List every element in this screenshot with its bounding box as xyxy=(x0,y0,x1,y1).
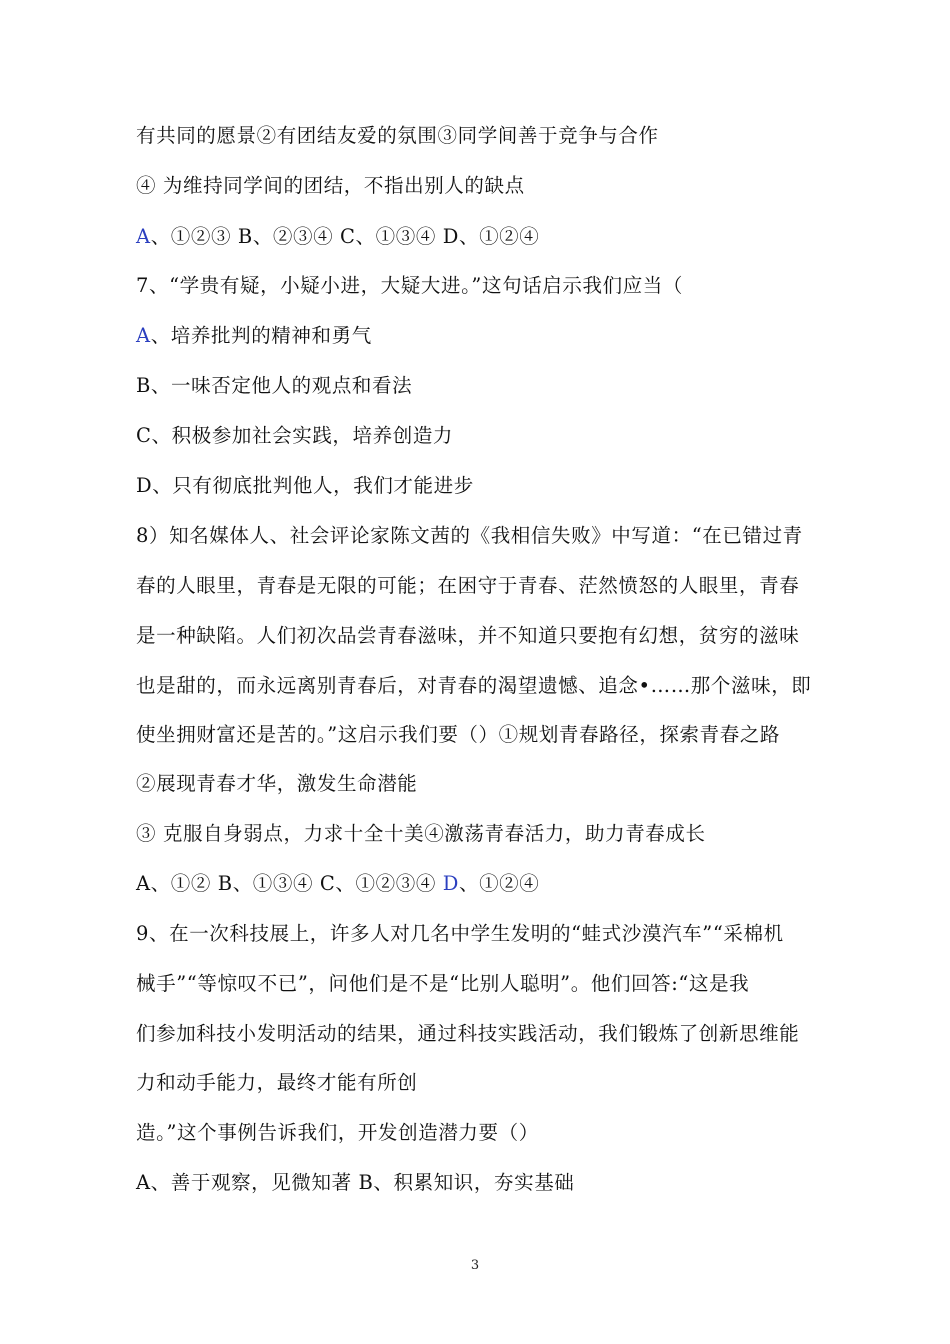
highlighted-answer-letter: D xyxy=(442,872,459,895)
answer-options-q8 xyxy=(136,872,826,896)
answer-options-text: A、①② B、①③④ C、①②③④ xyxy=(136,872,443,895)
text-line: 们参加科技小发明活动的结果，通过科技实践活动，我们锻炼了创新思维能 xyxy=(136,1022,800,1045)
option-text: 、培养批判的精神和勇气 xyxy=(150,324,372,347)
text-line: 有共同的愿景②有团结友爱的氛围③同学间善于竞争与合作 xyxy=(136,124,659,147)
text-line: 力和动手能力，最终才能有所创 xyxy=(136,1071,418,1094)
answer-options-text: 、①②④ xyxy=(458,872,540,895)
page-number: 3 xyxy=(470,1258,480,1273)
question-9: 9、在一次科技展上，许多人对几名中学生发明的“蛙式沙漠汽车”“采棉机 xyxy=(136,922,784,945)
answer-options-q6 xyxy=(136,225,826,249)
highlighted-answer-letter: A xyxy=(136,225,151,248)
option-c: C、积极参加社会实践，培养创造力 xyxy=(136,424,454,447)
text-line: ④ 为维持同学间的团结，不指出别人的缺点 xyxy=(136,174,525,197)
text-line: ②展现青春才华，激发生命潜能 xyxy=(136,772,418,795)
option-a xyxy=(136,324,826,348)
text-line: 也是甜的，而永远离别青春后，对青春的渴望遗憾、追念•……那个滋味，即 xyxy=(136,674,812,697)
highlighted-answer-letter: A xyxy=(136,324,151,347)
option-d: D、只有彻底批判他人，我们才能进步 xyxy=(136,474,474,497)
option-b: B、一味否定他人的观点和看法 xyxy=(136,374,413,397)
answer-options-text: 、①②③ B、②③④ C、①③④ D、①②④ xyxy=(150,225,540,248)
text-line: 造。”这个事例告诉我们，开发创造潜力要（） xyxy=(136,1121,539,1144)
text-line: 春的人眼里，青春是无限的可能；在困守于青春、茫然愤怒的人眼里，青春 xyxy=(136,574,800,597)
text-line: 使坐拥财富还是苦的。”这启示我们要（）①规划青春路径，探索青春之路 xyxy=(136,723,781,746)
text-line: 是一种缺陷。人们初次品尝青春滋味，并不知道只要抱有幻想，贫穷的滋味 xyxy=(136,624,800,647)
text-line: 械手”“等惊叹不已”，问他们是不是“比别人聪明”。他们回答:“这是我 xyxy=(136,972,750,995)
answer-options-q9: A、善于观察，见微知著 B、积累知识，夯实基础 xyxy=(136,1171,575,1194)
text-line: ③ 克服自身弱点，力求十全十美④激荡青春活力，助力青春成长 xyxy=(136,822,706,845)
question-8: 8）知名媒体人、社会评论家陈文茜的《我相信失败》中写道：“在已错过青 xyxy=(136,524,803,547)
question-7: 7、“学贵有疑，小疑小进，大疑大进。”这句话启示我们应当（ xyxy=(136,274,683,297)
